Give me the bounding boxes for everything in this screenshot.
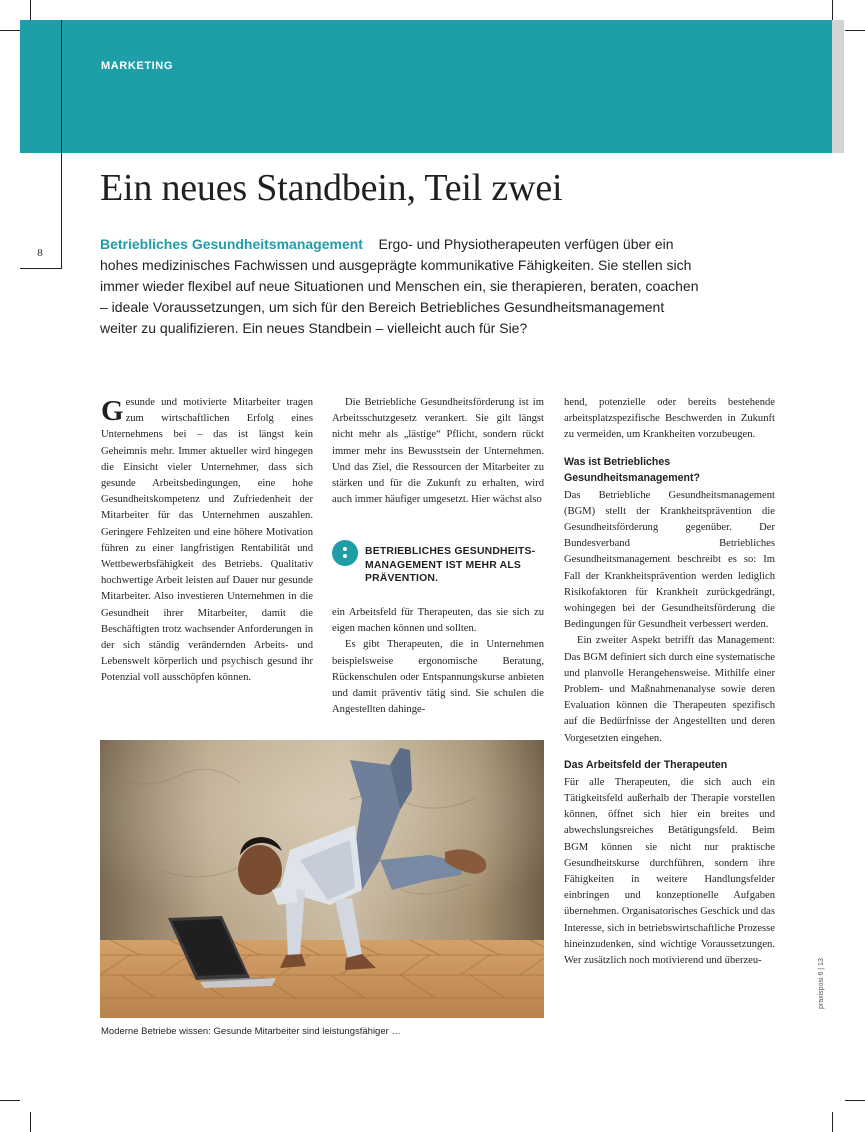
- subheading: Das Arbeitsfeld der Therapeuten: [564, 758, 728, 771]
- lead-highlight: Betriebliches Gesundheitsmanagement: [100, 236, 363, 252]
- section-label: MARKETING: [101, 60, 174, 72]
- lead-text: Ergo- und Physiotherapeuten verfügen über ein hohes medizinisches Fachwissen und ausgeprägte kommunikative Fähigkeiten. Sie stellen sich immer wieder flexibel auf neue Situationen und Menschen ein, sie therapieren, beraten, coachen – ideale Voraussetzungen, um sich für den Bereich Betriebliches Gesundheitsmanagement weiter zu qualifizieren. Ein neues Standbein – vielleicht auch für Sie?: [100, 236, 699, 336]
- article-title: Ein neues Standbein, Teil zwei: [100, 167, 563, 209]
- header-shadow: [832, 20, 844, 153]
- page-number-rule: [20, 268, 62, 269]
- paragraph: Für alle Therapeuten, die sich auch ein Tätigkeitsfeld außerhalb der Therapie vorstellen können, öffnet sich hier ein breites und abwechslungsreiches Betätigungsfeld. Beim BGM können sie nicht nur praktische Gesundheitskurse durchführen, sondern ihre Fähigkeiten in weitere Handlungsfelder einbringen und konzeptionelle Aufgaben übernehmen. Organisatorisches Geschick und das Interesse, sich in betriebswirtschaftliche Prozesse hineinzudenken, sind wichtige Voraussetzungen. Wer zusätzlich noch motivierend und überzeu-: [564, 776, 775, 967]
- crop-mark: [0, 30, 20, 31]
- crop-mark: [30, 1112, 31, 1132]
- body-column-1: [101, 395, 313, 687]
- header-band: [20, 20, 832, 153]
- crop-mark: [832, 1112, 833, 1132]
- crop-mark: [30, 0, 31, 20]
- paragraph: Das Betriebliche Gesundheitsmanagement (BGM) stellt der Krankheitsprävention die Gesundheitsförderung gegenüber. Der Bundesverband Betriebliches Gesundheitsmanagement beschreibt es so: Im Fall der Krankheitsprävention werden lediglich Risikofaktoren für Krankheit zurückgedrängt, wohingegen bei der Gesundheitsförderung die Bedingungen für Gesundheit verbessert werden.: [564, 489, 775, 631]
- paragraph: Ein zweiter Aspekt betrifft das Management: Das BGM definiert sich durch eine systematische und planvolle Herangehensweise. Mithilfe einer Problem- und Maßnahmenanalyse sowie deren Evaluation können die Therapeuten spezifisch auf die Bedürfnisse der Angestellten und deren Vorgesetzten eingehen.: [564, 635, 775, 744]
- paragraph: esunde und motivierte Mitarbeiter tragen zum wirtschaftlichen Erfolg eines Unternehmens bei – das ist längst kein Geheimnis mehr. Immer aktueller wird hingegen die Einsicht vieler Unternehmer, dass sich gesunde Arbeitsbedingungen, eine hohe Gesundheitskompetenz und Zufriedenheit der Mitarbeiter für das Unternehmen auszahlen. Geringere Fehlzeiten und eine höhere Motivation führen zu einer langfristigen Rentabilität und Wettbewerbsfähigkeit des Betriebs. Qualitativ hochwertige Arbeit leisten auf Dauer nur gesunde Mitarbeiter. Also investieren Unternehmen in die Gesundheit ihrer Mitarbeiter, damit die Beschäftigten trotz wachsender Anforderungen in der sich ständig verändernden Arbeits- und Lebenswelt körperlich und psychisch gesund ihr Potenzial voll ausschöpfen können.: [101, 397, 313, 684]
- callout-quote: BETRIEBLICHES GESUNDHEITS-MANAGEMENT IST MEHR ALS PRÄVENTION.: [365, 546, 536, 584]
- page-rule: [61, 20, 62, 269]
- body-column-2-bottom: [332, 605, 544, 718]
- crop-mark: [845, 30, 865, 31]
- paragraph: Die Betriebliche Gesundheitsförderung ist im Arbeitsschutzgesetz verankert. Sie gilt längst nicht mehr als „lästige“ Pflicht, sondern rückt immer mehr ins Bewusstsein der Unternehmen. Und das Ziel, die Ressourcen der Mitarbeiter zu stärken und für die Zukunft zu erhalten, wird auch immer häufiger umgesetzt. Hier wächst also: [332, 397, 544, 506]
- subheading: Was ist Betriebliches Gesundheitsmanagement?: [564, 455, 700, 484]
- info-icon: [332, 540, 358, 566]
- journal-reference: praxisposi 6 | 13: [818, 958, 825, 1009]
- paragraph: ein Arbeitsfeld für Therapeuten, das sie sich zu eigen machen können und sollten.: [332, 607, 544, 635]
- crop-mark: [0, 1100, 20, 1101]
- dropcap: G: [101, 395, 124, 427]
- article-photo: [100, 740, 544, 1018]
- photo-caption: Moderne Betriebe wissen: Gesunde Mitarbeiter sind leistungsfähiger …: [101, 1026, 401, 1037]
- crop-mark: [832, 0, 833, 20]
- body-column-3: [564, 395, 775, 969]
- paragraph: Es gibt Therapeuten, die in Unternehmen beispielsweise ergonomische Beratung, Rückenschulen oder Entspannungskurse anbieten und damit präventiv tätig sind. Sie schulen die Angestellten dahinge-: [332, 639, 544, 716]
- body-column-2-top: [332, 395, 544, 508]
- page-number: 8: [37, 247, 43, 259]
- crop-mark: [845, 1100, 865, 1101]
- paragraph: hend, potenzielle oder bereits bestehende arbeitsplatzspezifische Beschwerden in Zukunft zu vermeiden, um Krankheiten vorzubeugen.: [564, 397, 775, 441]
- article-lead: [100, 234, 700, 339]
